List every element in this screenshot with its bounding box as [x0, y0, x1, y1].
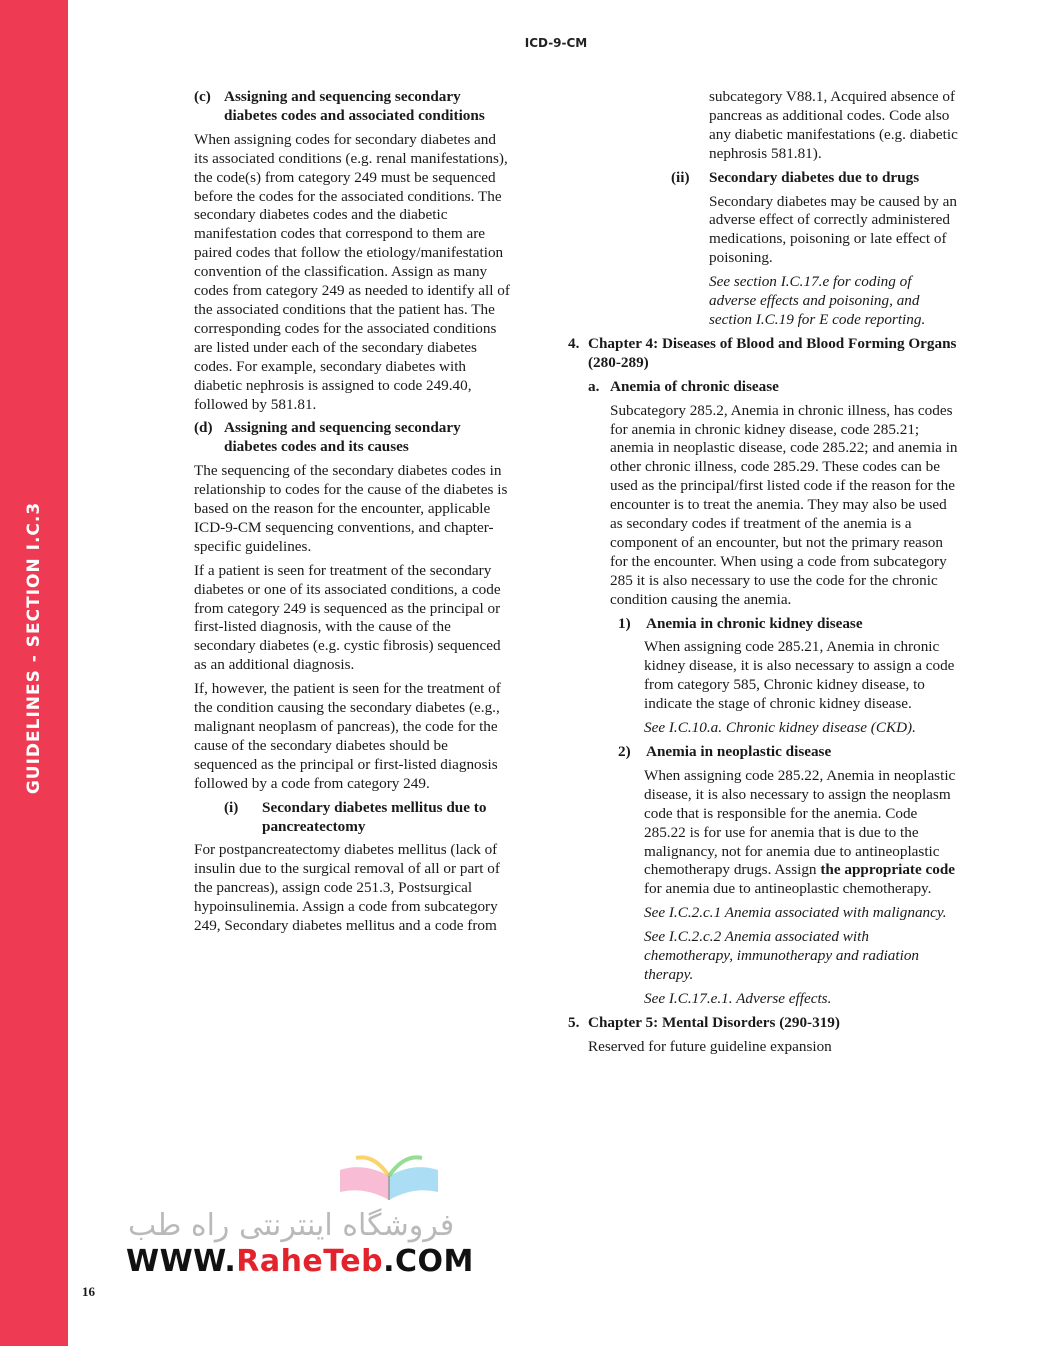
paragraph-1-1: When assigning code 285.21, Anemia in chronic kidney disease, it is also necessary to assign a code from category 585, Chronic kidney disease, to indicate the stage of chronic kidney disease.: [644, 638, 955, 713]
heading-1: 1) Anemia in chronic kidney disease: [618, 614, 863, 632]
heading-ii: (ii) Secondary diabetes due to drugs: [671, 168, 920, 186]
sidebar-section-label: GUIDELINES - SECTION I.C.3: [24, 501, 44, 795]
see-reference-1: See I.C.10.a. Chronic kidney disease (CKD).: [644, 719, 916, 737]
paragraph-i-continued: subcategory V88.1, Acquired absence of pancreas as additional codes. Code also any diabetic manifestations (e.g. diabetic nephrosis 581.81).: [709, 88, 958, 162]
paragraph-d-2: If a patient is seen for treatment of the secondary diabetes or one of its associated conditions, a code from category 249 is sequenced as the principal or first-listed diagnosis, with the cause of the secondary diabetes (e.g. cystic fibrosis) sequenced as an additional diagnosis.: [194, 561, 501, 674]
page-header-title: ICD-9-CM: [524, 36, 588, 50]
heading-d: (d) Assigning and sequencing secondary diabetes codes and its causes: [194, 419, 461, 456]
right-column: [568, 88, 960, 1062]
heading-2: 2) Anemia in neoplastic disease: [618, 743, 832, 760]
paragraph-d-1: The sequencing of the secondary diabetes codes in relationship to codes for the cause of the diabetes is based on the reason for the encounter, applicable ICD-9-CM sequencing conventions, and chapter-specific guidelines.: [194, 462, 508, 555]
see-reference-2a: See I.C.2.c.1 Anemia associated with malignancy.: [644, 904, 947, 922]
paragraph-d-3: If, however, the patient is seen for the treatment of the condition causing the secondary diabetes (e.g., malignant neoplasm of pancreas), the code for the cause of the secondary diabetes should be sequenced as the principal or first-listed diagnosis followed by a code from category 249.: [194, 680, 501, 792]
open-book-logo-icon: [334, 1148, 444, 1206]
paragraph-chapter-5: Reserved for future guideline expansion: [588, 1037, 832, 1055]
see-reference-2b: See I.C.2.c.2 Anemia associated with chemotherapy, immunotherapy and radiation therapy.: [644, 928, 920, 983]
left-column: [194, 88, 514, 941]
paragraph-a-1: Subcategory 285.2, Anemia in chronic illness, has codes for anemia in chronic kidney disease, code 285.21; anemia in neoplastic disease, code 285.22; and anemia in other chronic illness, code 285.29. These codes can be used as the principal/first listed code if the reason for the encounter is to treat the anemia. They may also be used as secondary codes if treatment of the anemia is a component of an encounter, but not the primary reason for the encounter. When using a code from subcategory 285 it is also necessary to use the code for the chronic condition causing the anemia.: [610, 401, 958, 608]
paragraph-ii-1: Secondary diabetes may be caused by an adverse effect of correctly administered medications, poisoning or late effect of poisoning.: [709, 192, 957, 267]
watermark-persian-text: فروشگاه اینترنتی راه طب: [128, 1208, 455, 1243]
paragraph-i-1: For postpancreatectomy diabetes mellitus (lack of insulin due to the surgical removal of all or part of the pancreas), assign code 251.3, Postsurgical hypoinsulinemia. Assign a code from subcategory 249, Secondary diabetes mellitus and a code from: [194, 841, 500, 935]
watermark-url: WWW.RaheTeb.COM: [126, 1244, 474, 1279]
heading-chapter-4: 4. Chapter 4: Diseases of Blood and Blood Forming Organs (280-289): [568, 334, 957, 371]
see-reference-2c: See I.C.17.e.1. Adverse effects.: [644, 989, 832, 1007]
paragraph-c-1: When assigning codes for secondary diabetes and its associated conditions (e.g. renal manifestations), the code(s) from category 249 must be sequenced before the codes for the associated conditions. The secondary diabetes codes and the diabetic manifestation codes that correspond to them are paired codes that follow the etiology/manifestation convention of the classification. Assign as many codes from category 249 as needed to identify all of the associated conditions that the patient has. The corresponding codes for the associated conditions are listed under each of the secondary diabetes codes. For example, secondary diabetes with diabetic nephrosis is assigned to code 249.40, followed by 581.81.: [194, 130, 510, 413]
heading-c: (c) Assigning and sequencing secondary diabetes codes and associated conditions: [194, 88, 485, 124]
sidebar-band: [0, 0, 68, 1346]
see-reference-ii: See section I.C.17.e for coding of adverse effects and poisoning, and section I.C.19 for E code reporting.: [709, 273, 926, 328]
paragraph-2-1: When assigning code 285.22, Anemia in neoplastic disease, it is also necessary to assign the neoplasm code that is responsible for the anemia. Code 285.22 is for use for anemia that is due to the malignancy, not for anemia due to antineoplastic chemotherapy drugs. Assign the appropriate code for anemia due to antineoplastic chemotherapy.: [644, 766, 956, 898]
heading-chapter-5: 5. Chapter 5: Mental Disorders (290-319): [568, 1013, 840, 1031]
heading-a: a. Anemia of chronic disease: [588, 377, 779, 395]
page-number: 16: [82, 1284, 95, 1299]
heading-i: (i) Secondary diabetes mellitus due to pancreatectomy: [224, 798, 487, 835]
